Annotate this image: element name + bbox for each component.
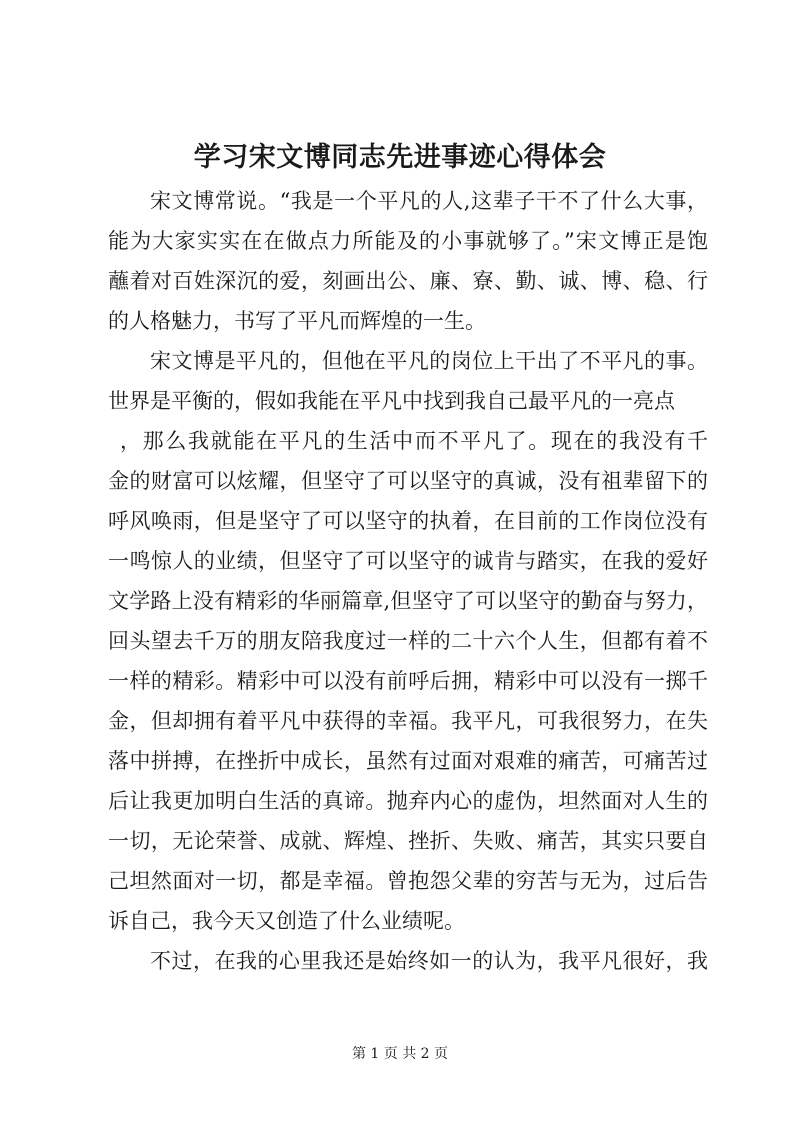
document-title: 学习宋文博同志先进事迹心得体会	[193, 142, 607, 173]
paragraph-line: 诉自己，我今天又创造了什么业绩呢。	[108, 909, 465, 933]
paragraph-line: 落中拼搏，在挫折中成长，虽然有过面对艰难的痛苦，可痛苦过	[108, 749, 708, 773]
document-body	[108, 181, 708, 981]
paragraph-line: 后让我更加明白生活的真谛。抛弃内心的虚伪，坦然面对人生的	[108, 789, 708, 813]
paragraph-line: 的人格魅力，书写了平凡而辉煌的一生。	[108, 309, 486, 333]
paragraph-line: 回头望去千万的朋友陪我度过一样的二十六个人生，但都有着不	[108, 629, 708, 653]
paragraph-line: 能为大家实实在在做点力所能及的小事就够了。”宋文博正是饱	[108, 229, 708, 253]
paragraph-line: 宋文博是平凡的，但他在平凡的岗位上干出了不平凡的事。	[150, 349, 708, 373]
paragraph-line: 呼风唤雨，但是坚守了可以坚守的执着，在目前的工作岗位没有	[108, 509, 708, 533]
paragraph-line: 一样的精彩。精彩中可以没有前呼后拥，精彩中可以没有一掷千	[108, 669, 708, 693]
paragraph-line: 不过，在我的心里我还是始终如一的认为，我平凡很好，我	[150, 949, 708, 973]
paragraph-line: 文学路上没有精彩的华丽篇章,但坚守了可以坚守的勤奋与努力，	[108, 589, 708, 613]
paragraph-line: 一切，无论荣誉、成就、辉煌、挫折、失败、痛苦，其实只要自	[108, 829, 708, 853]
page-footer: 第 1 页 共 2 页	[351, 1046, 449, 1062]
paragraph-line: 金，但却拥有着平凡中获得的幸福。我平凡，可我很努力，在失	[108, 709, 708, 733]
paragraph-line: 金的财富可以炫耀，但坚守了可以坚守的真诚，没有祖辈留下的	[108, 469, 708, 493]
paragraph-line: 世界是平衡的，假如我能在平凡中找到我自己最平凡的一亮点	[108, 389, 675, 413]
paragraph-line: 一鸣惊人的业绩，但坚守了可以坚守的诚肯与踏实，在我的爱好	[108, 549, 708, 573]
paragraph-line: 宋文博常说。“我是一个平凡的人,这辈子干不了什么大事，	[150, 189, 708, 213]
paragraph-line: 己坦然面对一切，都是幸福。曾抱怨父辈的穷苦与无为，过后告	[108, 869, 708, 893]
paragraph-line: 蘸着对百姓深沉的爱，刻画出公、廉、寮、勤、诚、博、稳、行	[108, 269, 708, 293]
paragraph-line: ，那么我就能在平凡的生活中而不平凡了。现在的我没有千	[120, 429, 708, 453]
